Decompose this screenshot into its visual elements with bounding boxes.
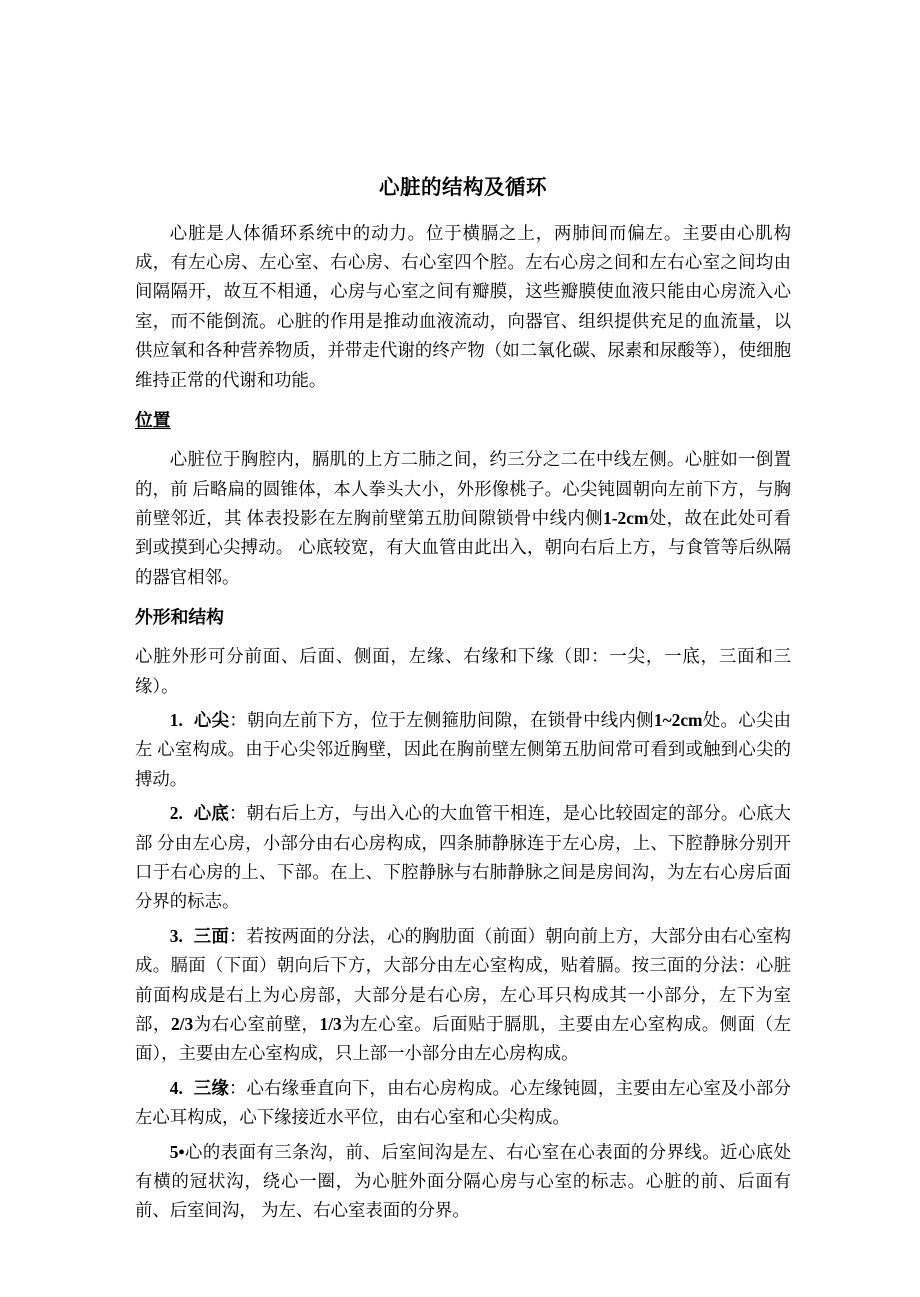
measurement-value: 1/3 [319, 1014, 342, 1035]
intro-paragraph: 心脏是人体循环系统中的动力。位于横膈之上，两肺间而偏左。主要由心肌构成，有左心房、左心室、右心房、右心室四个腔。左右心房之间和左右心室之间均由间隔隔开，故互不相通，心房与心室之间有瓣膜，这些瓣膜使血液只能由心房流入心室，而不能倒流。心脏的作用是推动血液流动，向器官、组织提供充足的血流量，以供应氧和各种营养物质，并带走代谢的终产物（如二氧化碳、尿素和尿酸等），使细胞维持正常的代谢和功能。 [135, 222, 791, 390]
list-item: 5•心的表面有三条沟，前、后室间沟是左、右心室在心表面的分界线。近心底处有横的冠状沟，绕心一圈，为心脏外面分隔心房与心室的标志。心脏的前、后面有前、后室间沟， 为左、右心室表面的分界。 [135, 1141, 791, 1221]
list-item-number: 5• [169, 1141, 185, 1162]
document-body [135, 175, 791, 1231]
list-item-number: 3. [169, 925, 183, 946]
section-paragraph: 心脏位于胸腔内，膈肌的上方二肺之间，约三分之二在中线左侧。心脏如一倒置的，前 后略扁的圆锥体，本人拳头大小，外形像桃子。心尖钝圆朝向左前下方，与胸前壁邻近，其 体表投影在左胸前壁第五肋间隙锁骨中线内侧1-2cm处，故在此处可看到或摸到心尖搏动。 心底较宽，有大血管由此出入，朝向右后上方，与食管等后纵隔的器官相邻。 [135, 449, 791, 587]
list-item-number: 1. [169, 709, 183, 730]
list-item: 4. 三缘：心右缘垂直向下，由右心房构成。心左缘钝圆，主要由左心室及小部分左心耳构成，心下缘接近水平位，由右心室和心尖构成。 [135, 1077, 791, 1128]
section-heading: 外形和结构 [135, 607, 224, 628]
list-item: 1. 心尖：朝向左前下方，位于左侧箍肋间隙，在锁骨中线内侧1~2cm处。心尖由左 心室构成。由于心尖邻近胸壁，因此在胸前壁左侧第五肋间常可看到或触到心尖的搏动。 [135, 709, 791, 789]
measurement-value: 1~2cm [653, 709, 703, 730]
list-item-number: 4. [169, 1077, 183, 1098]
list-item: 2. 心底：朝右后上方，与出入心的大血管干相连，是心比较固定的部分。心底大部 分由左心房，小部分由右心房构成，四条肺静脉连于左心房，上、下腔静脉分别开口于右心房的上、下部。在上、下腔静脉与右肺静脉之间是房间沟，为左右心房后面分界的标志。 [135, 803, 791, 912]
section-heading: 位置 [135, 410, 171, 431]
list-item-term: 三面 [193, 925, 229, 946]
measurement-value: 2/3 [170, 1014, 194, 1035]
page-title: 心脏的结构及循环 [379, 177, 547, 199]
sections-container [135, 406, 791, 1226]
section-paragraph: 心脏外形可分前面、后面、侧面，左缘、右缘和下缘（即：一尖，一底，三面和三缘）。 [135, 646, 791, 696]
list-item-number: 2. [169, 803, 183, 824]
list-item: 3. 三面：若按两面的分法，心的胸肋面（前面）朝向前上方，大部分由右心室构成。膈面（下面）朝向后下方，大部分由左心室构成，贴着膈。按三面的分法：心脏前面构成是右上为心房部，大部分是右心房，左心耳只构成其一小部分，左下为室部，2/3为右心室前壁，1/3为左心室。后面贴于膈肌，主要由左心室构成。侧面（左面），主要由左心室构成，只上部一小部分由左心房构成。 [135, 925, 791, 1064]
list-item-term: 心尖 [193, 709, 230, 730]
list-item-term: 心底 [193, 803, 229, 824]
list-item-term: 三缘 [193, 1077, 229, 1098]
measurement-value: 1-2cm [603, 507, 649, 528]
